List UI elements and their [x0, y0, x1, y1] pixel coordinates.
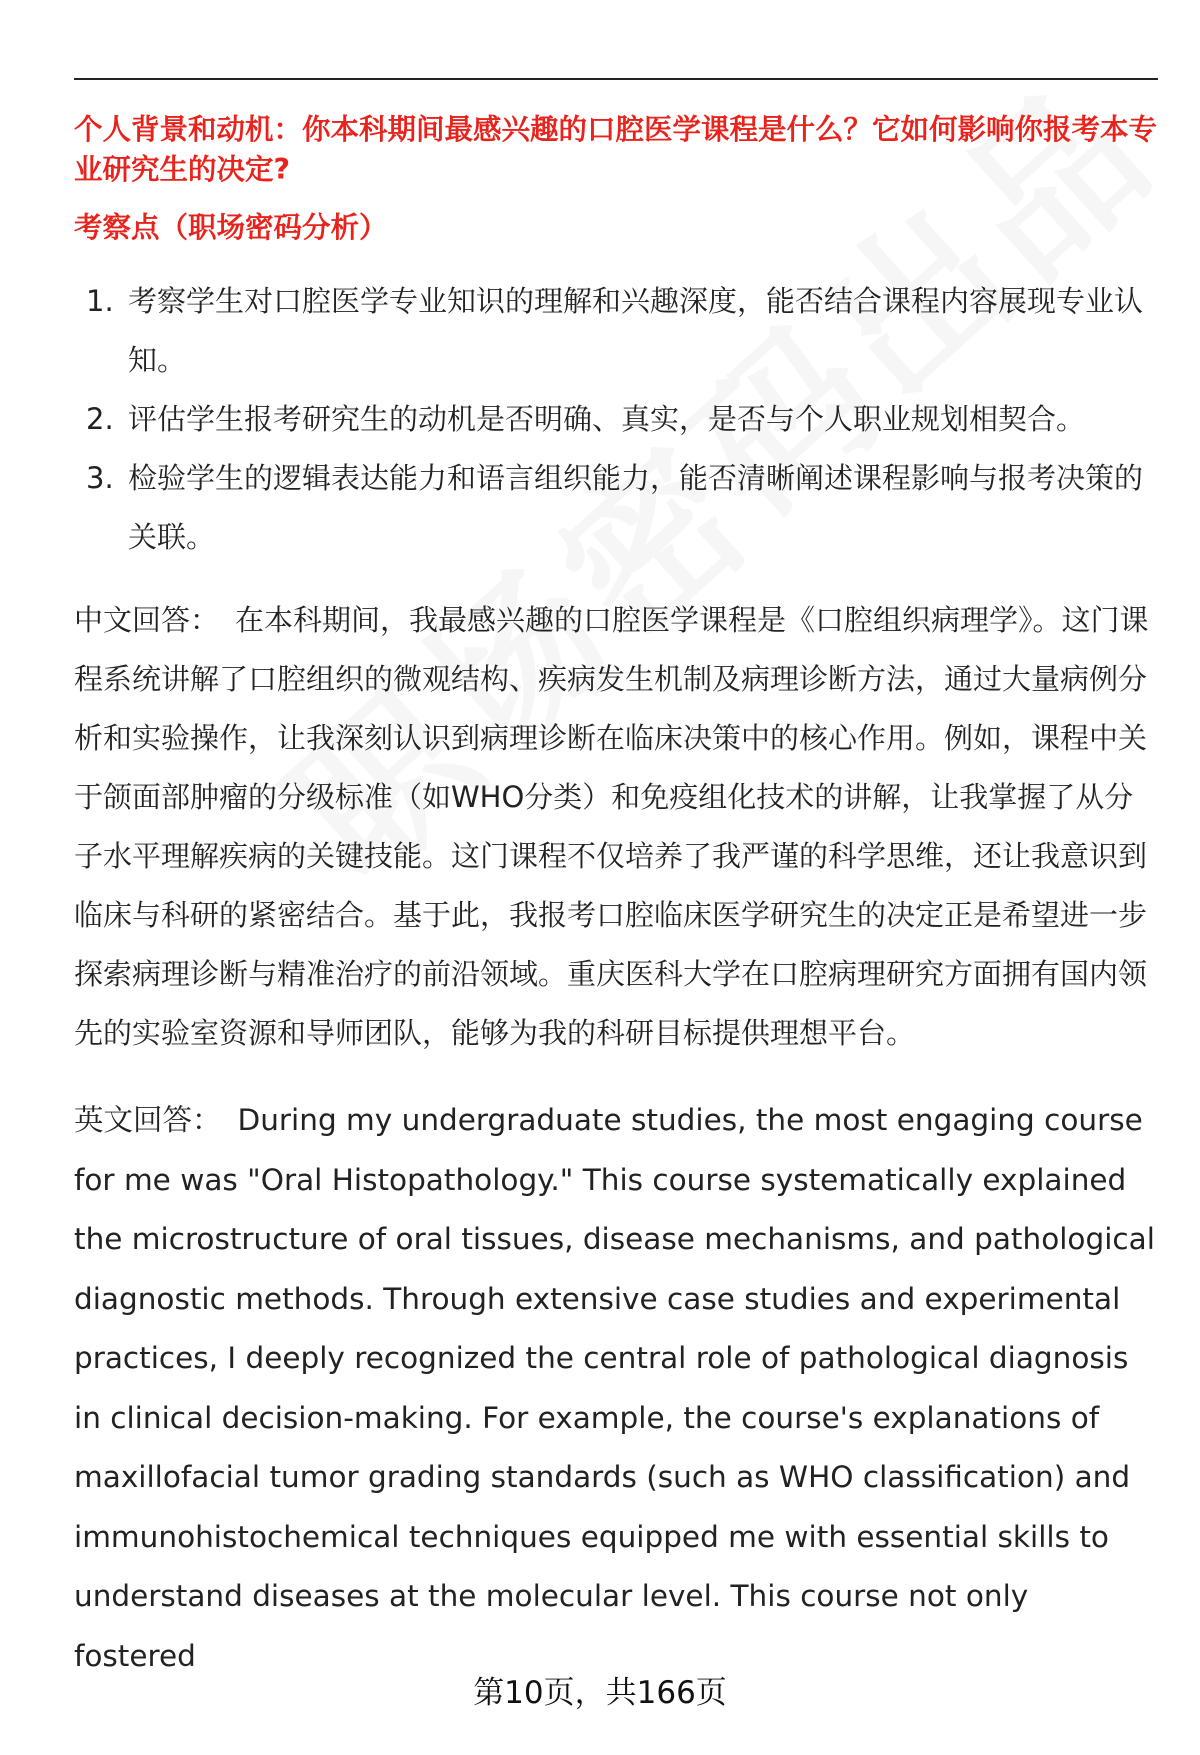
list-item-number: 2. [86, 402, 114, 436]
top-divider [74, 78, 1158, 80]
list-item-number: 3. [86, 461, 114, 495]
list-item-text: 评估学生报考研究生的动机是否明确、真实，是否与个人职业规划相契合。 [128, 402, 1086, 436]
page-content [74, 110, 1158, 1686]
chinese-answer-text: 在本科期间，我最感兴趣的口腔医学课程是《口腔组织病理学》。这门课程系统讲解了口腔组织的微观结构、疾病发生机制及病理诊断方法，通过大量病例分析和实验操作，让我深刻认识到病理诊断在临床决策中的核心作用。例如，课程中关于颌面部肿瘤的分级标准（如WHO分类）和免疫组化技术的讲解，让我掌握了从分子水平理解疾病的关键技能。这门课程不仅培养了我严谨的科学思维，还让我意识到临床与科研的紧密结合。基于此，我报考口腔临床医学研究生的决定正是希望进一步探索病理诊断与精准治疗的前沿领域。重庆医科大学在口腔病理研究方面拥有国内领先的实验室资源和导师团队，能够为我的科研目标提供理想平台。 [74, 603, 1149, 1050]
question-title: 个人背景和动机：你本科期间最感兴趣的口腔医学课程是什么？它如何影响你报考本专业研究生的决定? [74, 113, 1158, 186]
list-item [74, 272, 1158, 390]
list-item-text: 考察学生对口腔医学专业知识的理解和兴趣深度，能否结合课程内容展现专业认知。 [128, 284, 1144, 377]
english-answer-text: During my undergraduate studies, the most engaging course for me was "Oral Histopathology." This course systematically explained the microstructure of oral tissues, disease mechanisms, and pathological diagnostic methods. Through extensive case studies and experimental practices, I deeply recognized the central role of pathological diagnosis in clinical decision-making. For example, the course's explanations of maxillofacial tumor grading standards (such as WHO classification) and immunohistochemical techniques equipped me with essential skills to understand diseases at the molecular level. This course not only fostered [74, 1103, 1155, 1673]
list-item [74, 449, 1158, 567]
chinese-answer [74, 591, 1158, 1063]
english-answer [74, 1091, 1158, 1686]
page-number-footer: 第10页，共166页 [473, 1675, 727, 1711]
list-item [74, 390, 1158, 449]
section-heading: 考察点（职场密码分析） [74, 211, 388, 244]
list-item-number: 1. [86, 284, 114, 318]
assessment-points-list [74, 272, 1158, 567]
list-item-text: 检验学生的逻辑表达能力和语言组织能力，能否清晰阐述课程影响与报考决策的关联。 [128, 461, 1144, 554]
chinese-answer-label: 中文回答： [74, 603, 220, 637]
english-answer-label: 英文回答： [74, 1103, 222, 1137]
